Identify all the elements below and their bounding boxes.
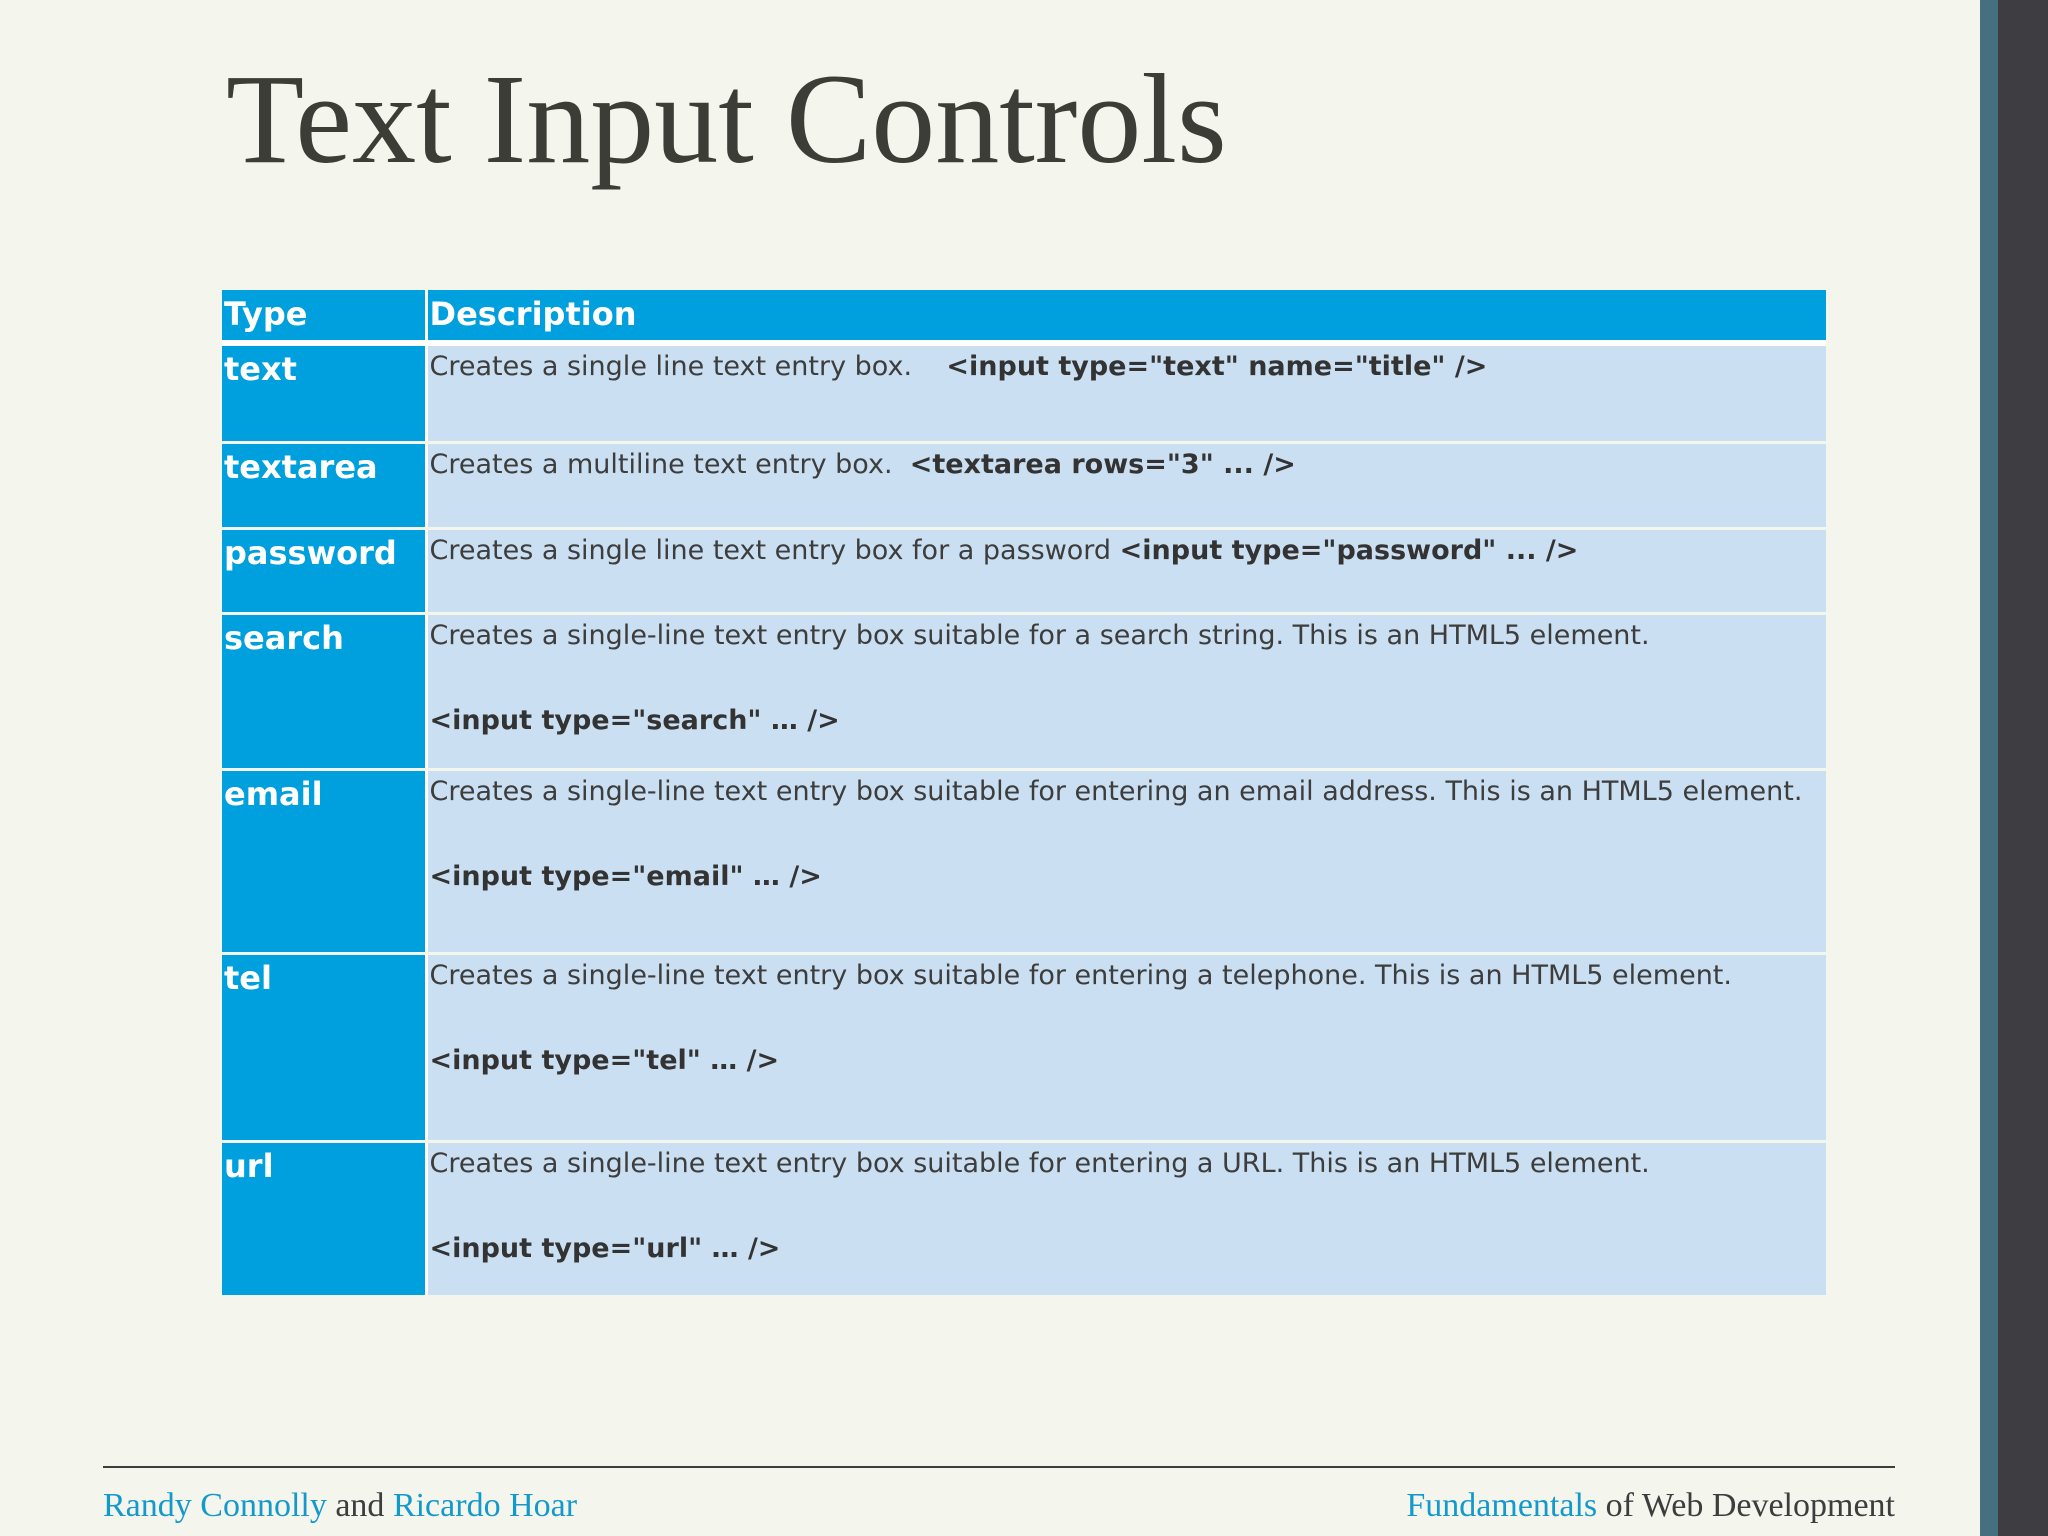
description-cell-search: [426, 613, 1826, 769]
code-example-text: <input type="password" ... />: [1119, 534, 1579, 566]
description-text: Creates a single line text entry box.: [429, 351, 913, 382]
description-cell-textarea: [426, 442, 1826, 528]
side-accent-bar-teal: [1980, 0, 1998, 1536]
type-cell-search: search: [222, 613, 426, 769]
table-row-search: [222, 613, 1826, 769]
code-example-text: <input type="url" … />: [429, 1232, 781, 1264]
code-example-text: <input type="tel" … />: [429, 1044, 780, 1076]
header-type: Type: [222, 290, 426, 343]
code-example-text: <input type="search" … />: [429, 704, 840, 736]
code-example-text: <input type="text" name="title" />: [946, 351, 1488, 382]
description-cell-text: [426, 343, 1826, 442]
footer-book-word: Fundamentals: [1406, 1487, 1598, 1524]
slide-title: Text Input Controls: [226, 48, 1227, 190]
type-cell-tel: tel: [222, 953, 426, 1141]
footer-author-1: Randy Connolly: [103, 1487, 327, 1524]
footer-conjunction: and: [335, 1487, 385, 1524]
description-text: Creates a multiline text entry box.: [429, 448, 893, 480]
input-types-table: [222, 290, 1826, 1298]
code-example-text: <input type="email" … />: [429, 860, 822, 892]
type-cell-text: text: [222, 343, 426, 442]
table-header-row: [222, 290, 1826, 343]
table-row-text: [222, 343, 1826, 442]
table-row-url: [222, 1141, 1826, 1296]
footer-divider: [103, 1466, 1895, 1468]
table-row-email: [222, 769, 1826, 953]
type-cell-url: url: [222, 1141, 426, 1296]
description-text: Creates a single line text entry box for a password: [429, 534, 1112, 566]
description-cell-url: [426, 1141, 1826, 1296]
description-cell-password: [426, 528, 1826, 613]
description-text: Creates a single-line text entry box suitable for entering a telephone. This is an HTML5 element.: [429, 959, 1732, 991]
code-example-text: <textarea rows="3" ... />: [909, 448, 1296, 480]
description-text: Creates a single-line text entry box suitable for entering an email address. This is an HTML5 element.: [429, 775, 1803, 807]
footer-authors: [103, 1486, 577, 1526]
table-row-textarea: [222, 442, 1826, 528]
type-cell-email: email: [222, 769, 426, 953]
type-cell-password: password: [222, 528, 426, 613]
footer-author-2: Ricardo Hoar: [392, 1487, 578, 1524]
description-text: Creates a single-line text entry box suitable for a search string. This is an HTML5 element.: [429, 619, 1650, 651]
description-text: Creates a single-line text entry box suitable for entering a URL. This is an HTML5 element.: [429, 1147, 1650, 1179]
input-types-table-container: [222, 290, 1826, 1298]
footer-book-rest: of Web Development: [1605, 1487, 1895, 1524]
description-cell-tel: [426, 953, 1826, 1141]
description-cell-email: [426, 769, 1826, 953]
table-row-password: [222, 528, 1826, 613]
header-description: Description: [426, 290, 1826, 343]
footer-book-title: [1406, 1486, 1895, 1526]
side-accent-bar-dark: [1998, 0, 2048, 1536]
type-cell-textarea: textarea: [222, 442, 426, 528]
table-row-tel: [222, 953, 1826, 1141]
